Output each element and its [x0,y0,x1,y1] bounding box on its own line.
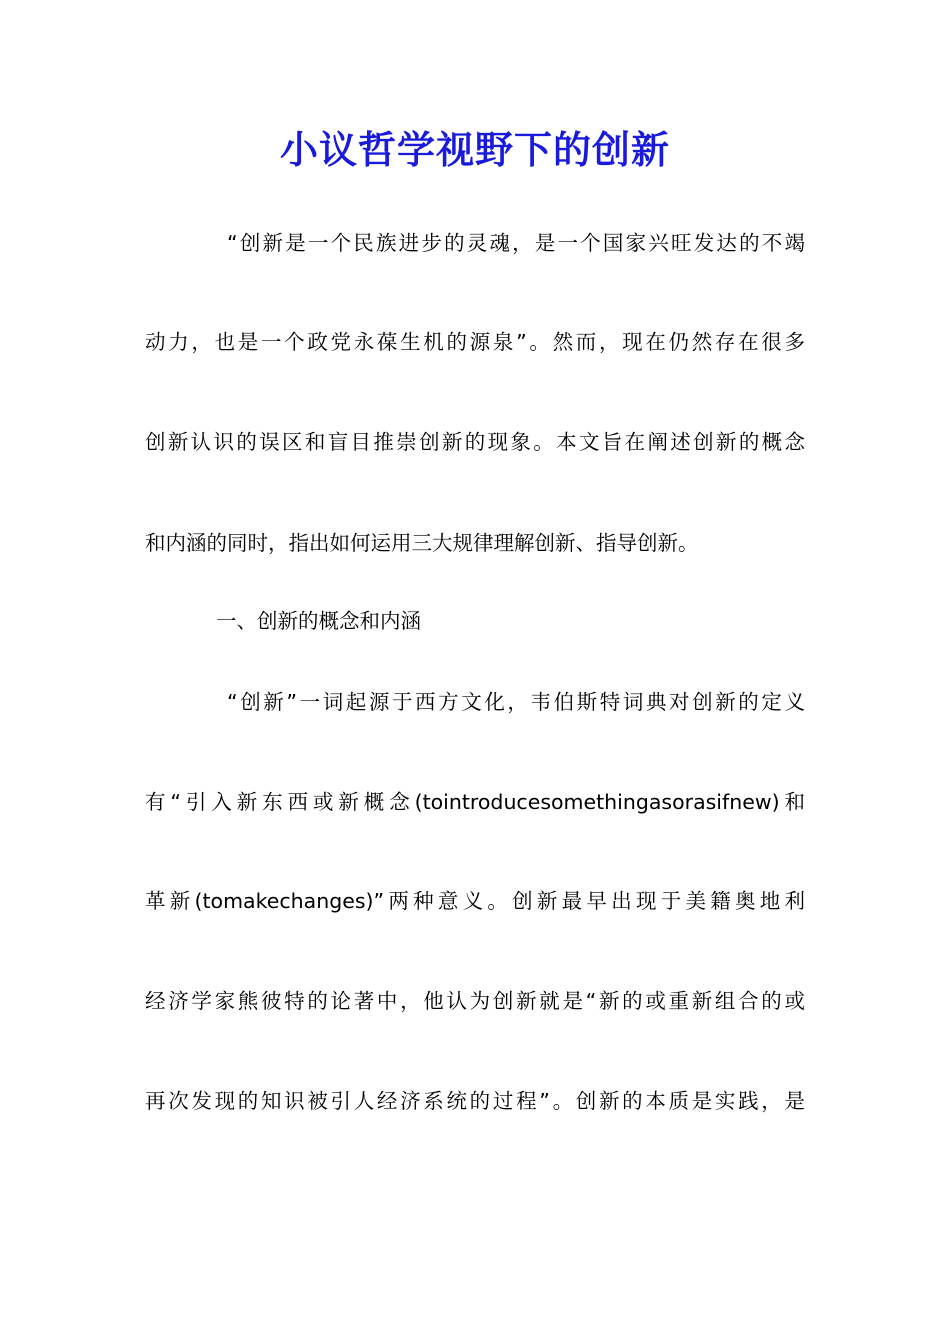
paragraph-line: “创新”一词起源于西方文化，韦伯斯特词典对创新的定义 [227,690,805,714]
section-heading: 一、创新的概念和内涵 [216,609,421,633]
paragraph-line: 再次发现的知识被引人经济系统的过程”。创新的本质是实践，是 [145,1089,805,1113]
paragraph-line: “创新是一个民族进步的灵魂，是一个国家兴旺发达的不竭 [227,231,805,255]
paragraph-line: 动力，也是一个政党永葆生机的源泉”。然而，现在仍然存在很多 [145,330,805,354]
paragraph-line: 创新认识的误区和盲目推崇创新的现象。本文旨在阐述创新的概念 [145,430,805,454]
paragraph-line: 革新(tomakechanges)”两种意义。创新最早出现于美籍奥地利 [145,889,805,913]
paragraph-line: 有“引入新东西或新概念(tointroducesomethingasorasifnew)和 [145,790,805,814]
document-title: 小议哲学视野下的创新 [279,127,670,172]
paragraph-line: 经济学家熊彼特的论著中，他认为创新就是“新的或重新组合的或 [145,989,805,1013]
paragraph-line: 和内涵的同时，指出如何运用三大规律理解创新、指导创新。 [145,531,699,555]
